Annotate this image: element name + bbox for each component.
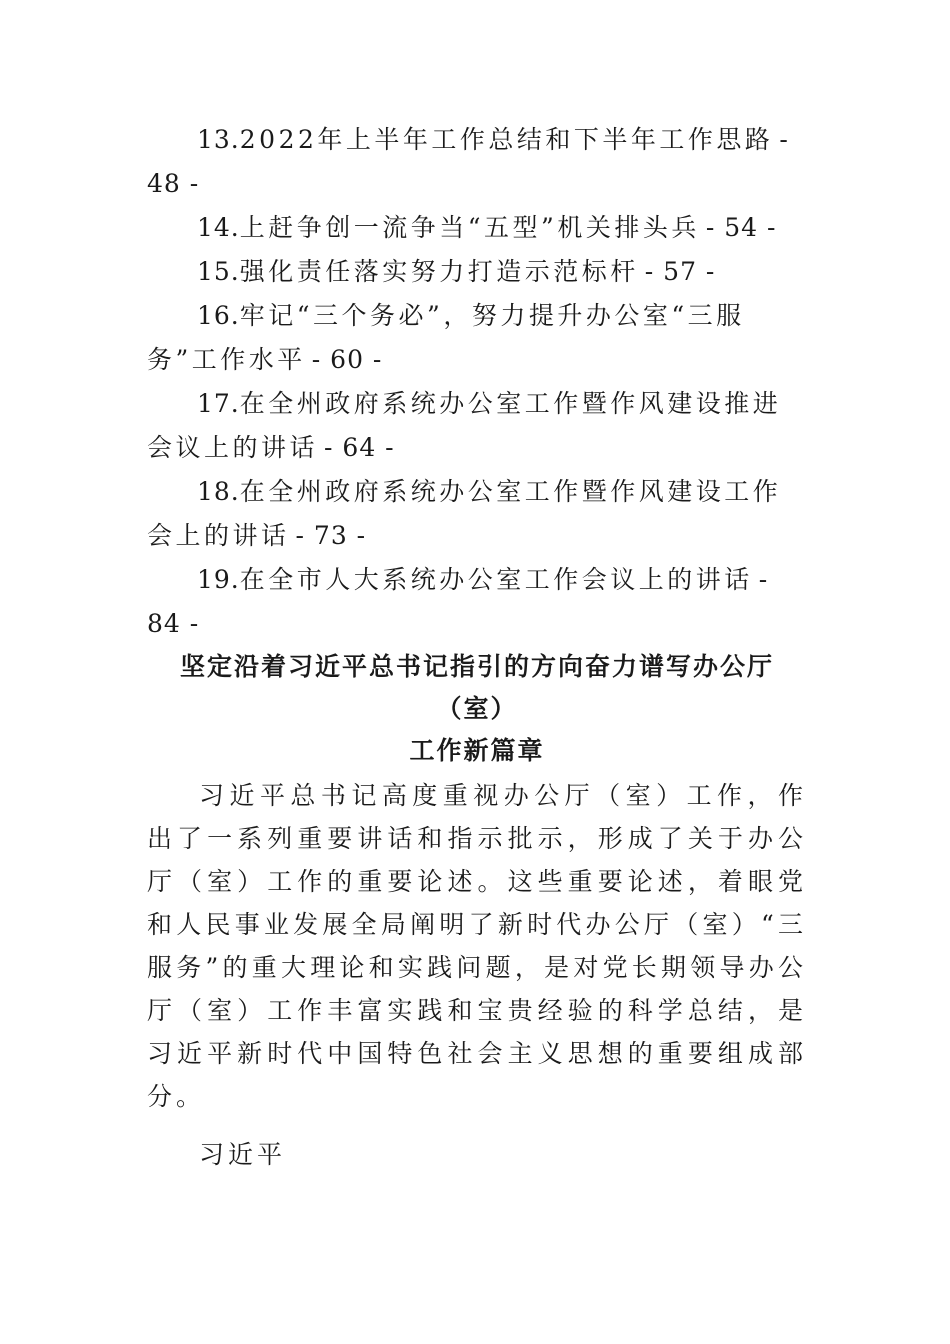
- toc-number: 19.: [197, 565, 240, 594]
- toc-title: 2022年上半年工作总结和下半年工作思路: [239, 125, 774, 154]
- toc-number: 14.: [197, 213, 240, 242]
- toc-title: 在全州政府系统办公室工作暨作风建设工作会上的讲话: [147, 477, 782, 550]
- article-title-line1: 坚定沿着习近平总书记指引的方向奋力谱写办公厅（室）: [179, 652, 774, 723]
- toc-title: 牢记“三个务必”，努力提升办公室“三服务”工作水平: [147, 301, 745, 374]
- toc-number: 17.: [197, 389, 240, 418]
- toc-entry[interactable]: [147, 382, 807, 470]
- document-page: [147, 118, 807, 1176]
- article-title: [147, 646, 807, 772]
- toc-page: - 54 -: [705, 213, 777, 242]
- toc-title: 在全市人大系统办公室工作会议上的讲话: [239, 565, 753, 594]
- toc-page: - 84 -: [147, 565, 769, 638]
- toc-entry[interactable]: [147, 250, 807, 294]
- toc-entry[interactable]: [147, 118, 807, 206]
- toc-page: - 48 -: [147, 125, 789, 198]
- article-title-line2: 工作新篇章: [409, 736, 545, 765]
- toc-entry[interactable]: [147, 558, 807, 646]
- signature: 习近平: [199, 1140, 287, 1169]
- toc-title: 上赶争创一流争当“五型”机关排头兵: [239, 213, 700, 242]
- toc-page: - 57 -: [644, 257, 716, 286]
- toc-page: - 60 -: [311, 345, 383, 374]
- article-paragraph: 习近平总书记高度重视办公厅（室）工作，作出了一系列重要讲话和指示批示，形成了关于办公厅（室）工作的重要论述。这些重要论述，着眼党和人民事业发展全局阐明了新时代办公厅（室）“三服务”的重大理论和实践问题，是对党长期领导办公厅（室）工作丰富实践和宝贵经验的科学总结，是习近平新时代中国特色社会主义思想的重要组成部分。: [147, 781, 807, 1111]
- table-of-contents: [147, 118, 807, 646]
- toc-entry[interactable]: [147, 206, 807, 250]
- toc-entry[interactable]: [147, 470, 807, 558]
- toc-page: - 64 -: [324, 433, 395, 462]
- toc-title: 在全州政府系统办公室工作暨作风建设推进会议上的讲话: [147, 389, 782, 462]
- toc-number: 15.: [197, 257, 240, 286]
- toc-number: 16.: [197, 301, 240, 330]
- toc-number: 18.: [197, 477, 240, 506]
- toc-title: 强化责任落实努力打造示范标杆: [239, 257, 639, 286]
- toc-entry[interactable]: [147, 294, 807, 382]
- toc-number: 13.: [197, 125, 240, 154]
- toc-page: - 73 -: [295, 521, 367, 550]
